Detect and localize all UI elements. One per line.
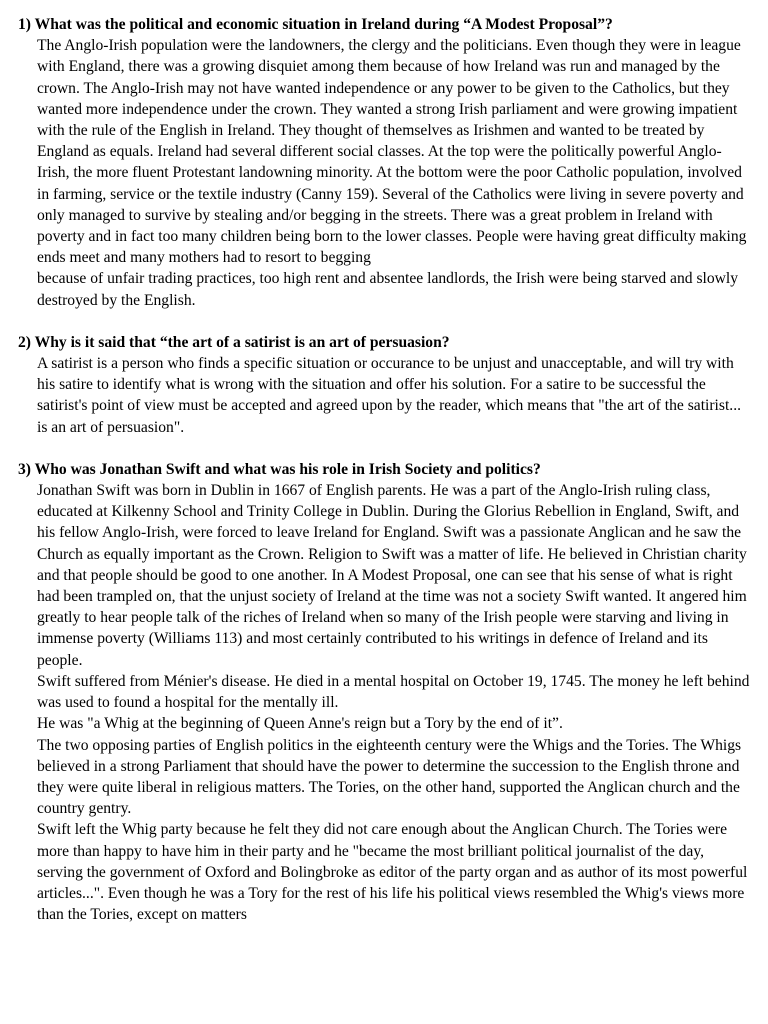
answer-paragraph: The two opposing parties of English politics in the eighteenth century were the Whigs and the Tories. The Whigs believed in a strong Parliament that should have the power to determine the succession to the English throne and they were quite liberal in religious matters. The Tories, on the other hand, supported the Anglican church and the country gentry. xyxy=(37,736,742,818)
answer-block xyxy=(18,35,752,311)
question-heading: 2) Why is it said that “the art of a satirist is an art of persuasion? xyxy=(18,333,450,351)
answer-paragraph: Jonathan Swift was born in Dublin in 1667 of English parents. He was a part of the Anglo-Irish ruling class, educated at Kilkenny School and Trinity College in Dublin. During the Glorius Rebellion in England, Swift, and his fellow Anglo-Irish, were forced to leave Ireland for England. Swift was a passionate Anglican and he saw the Church as equally important as the Crown. Religion to Swift was a matter of life. He believed in Christian charity and that people should be good to one another. In A Modest Proposal, one can see that his sense of what is right had been trampled on, that the unjust society of Ireland at the time was not a society Swift wanted. It angered him greatly to hear people talk of the riches of Ireland when so many of the Irish people were starving and living in immense poverty (Williams 113) and most certainly contributed to his writings in defence of Ireland and its people. xyxy=(37,482,747,669)
answer-block xyxy=(18,480,752,925)
question-section-1 xyxy=(18,14,752,311)
question-section-3 xyxy=(18,459,752,925)
question-section-2 xyxy=(18,332,752,438)
question-heading: 3) Who was Jonathan Swift and what was his role in Irish Society and politics? xyxy=(18,460,541,478)
answer-block xyxy=(18,353,752,438)
answer-paragraph: He was "a Whig at the beginning of Queen Anne's reign but a Tory by the end of it”. xyxy=(37,715,563,733)
answer-paragraph: Swift suffered from Ménier's disease. He died in a mental hospital on October 19, 1745. The money he left behind was used to found a hospital for the mentally ill. xyxy=(37,672,750,712)
answer-paragraph: because of unfair trading practices, too high rent and absentee landlords, the Irish were being starved and slowly destroyed by the English. xyxy=(37,270,739,309)
question-heading: 1) What was the political and economic situation in Ireland during “A Modest Proposal”? xyxy=(18,16,613,33)
answer-paragraph: The Anglo-Irish population were the landowners, the clergy and the politicians. Even though they were in league with England, there was a growing disquiet among them because of how Ireland was run and managed by the crown. The Anglo-Irish may not have wanted independence or any power to be given to the Catholics, but they wanted more independence under the crown. They wanted a strong Irish parliament and were growing impatient with the rule of the English in Ireland. They thought of themselves as Irishmen and wanted to be treated by England as equals. Ireland had several different social classes. At the top were the politically powerful Anglo-Irish, the more fluent Protestant landowning minority. At the bottom were the poor Catholic population, involved in farming, service or the textile industry (Canny 159). Several of the Catholics were living in severe poverty and only managed to survive by stealing and/or begging in the streets. There was a great problem in Ireland with poverty and in fact too many children being born to the lower classes. People were having great difficulty making ends meet and many mothers had to resort to begging xyxy=(37,37,747,267)
answer-paragraph: Swift left the Whig party because he felt they did not care enough about the Anglican Church. The Tories were more than happy to have him in their party and he "became the most brilliant political journalist of the day, serving the government of Oxford and Bolingbroke as editor of the party organ and as author of its most powerful articles...". Even though he was a Tory for the rest of his life his political views resembled the Whig's views more than the Tories, except on matters xyxy=(37,821,748,924)
answer-paragraph: A satirist is a person who finds a specific situation or occurance to be unjust and unacceptable, and will try with his satire to identify what is wrong with the situation and offer his solution. For a satire to be successful the satirist's point of view must be accepted and agreed upon by the reader, which means that "the art of the satirist... is an art of persuasion". xyxy=(37,355,741,436)
